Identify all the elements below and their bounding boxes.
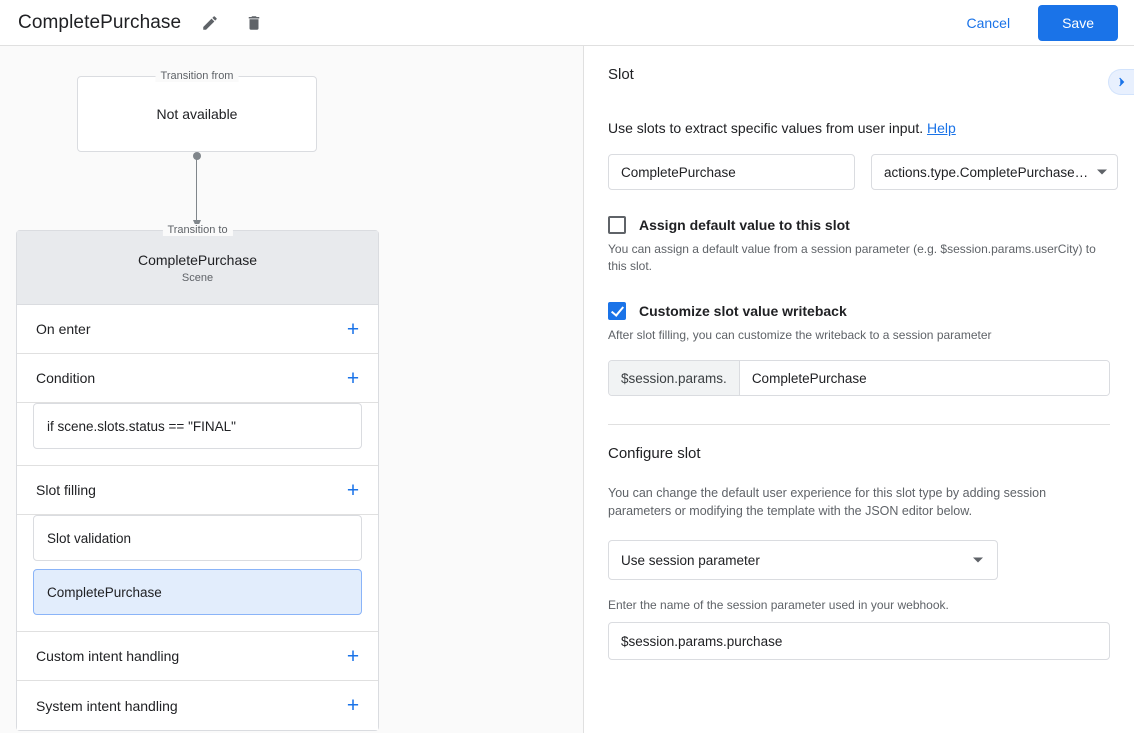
scene-row-slot-filling[interactable]	[17, 466, 378, 515]
slot-detail-pane	[584, 46, 1134, 733]
scene-row-label: On enter	[36, 321, 91, 337]
slot-filling-section-body	[17, 515, 378, 632]
assign-default-label: Assign default value to this slot	[639, 217, 850, 233]
condition-section-body	[17, 403, 378, 466]
session-parameter-hint: Enter the name of the session parameter used in your webhook.	[608, 598, 949, 613]
writeback-label: Customize slot value writeback	[639, 302, 847, 319]
assign-default-checkbox[interactable]	[608, 216, 626, 234]
add-slot-button[interactable]: +	[346, 478, 360, 502]
condition-item[interactable]: if scene.slots.status == "FINAL"	[33, 403, 362, 449]
slot-item-complete-purchase[interactable]: CompletePurchase	[33, 569, 362, 615]
cancel-button[interactable]: Cancel	[952, 7, 1024, 39]
main-body	[0, 46, 1134, 733]
slot-description	[608, 120, 1110, 136]
page-title: CompletePurchase	[18, 11, 182, 33]
slot-section-title: Slot	[608, 66, 634, 83]
add-condition-button[interactable]: +	[346, 366, 360, 390]
chevron-down-icon	[1097, 170, 1107, 175]
scene-row-custom-intent-handling[interactable]	[17, 632, 378, 681]
transition-from-node[interactable]	[77, 70, 317, 152]
transition-from-label: Transition from	[156, 70, 239, 82]
top-bar	[0, 0, 1134, 46]
pencil-icon[interactable]	[195, 8, 225, 38]
scene-header[interactable]	[17, 224, 378, 305]
transition-to-label: Transition to	[162, 224, 232, 236]
scene-type: Scene	[181, 271, 214, 284]
save-button[interactable]: Save	[1038, 5, 1118, 41]
scene-row-on-enter[interactable]	[17, 305, 378, 354]
add-on-enter-button[interactable]: +	[346, 317, 360, 341]
session-parameter-input[interactable]: $session.params.purchase	[608, 622, 1110, 660]
writeback-row[interactable]	[608, 302, 1110, 320]
assign-default-row[interactable]	[608, 216, 1110, 234]
trash-icon[interactable]	[239, 8, 269, 38]
scene-row-label: System intent handling	[36, 697, 178, 714]
configure-slot-description: You can change the default user experience for this slot type by adding session parameters or modifying the template with the JSON editor below.	[608, 486, 1047, 519]
scene-row-label: Condition	[36, 370, 96, 386]
slot-description-text: Use slots to extract specific values from user input.	[608, 120, 924, 136]
scene-row-label: Slot filling	[36, 482, 96, 498]
graph-connector	[196, 152, 198, 230]
help-link[interactable]: Help	[927, 120, 956, 136]
assign-default-description: You can assign a default value from a session parameter (e.g. $session.params.userCity) to this slot.	[608, 242, 1096, 274]
slot-type-select[interactable]	[871, 154, 1118, 190]
slot-section	[584, 46, 1134, 425]
scene-row-condition[interactable]	[17, 354, 378, 403]
scene-name: CompletePurchase	[137, 251, 258, 268]
writeback-field[interactable]	[608, 360, 1110, 396]
connector-line	[196, 156, 197, 222]
session-parameter-select[interactable]	[608, 540, 998, 580]
transition-from-value: Not available	[156, 106, 238, 122]
slot-type-value: actions.type.CompletePurchase…	[884, 164, 1089, 180]
scene-graph-pane	[0, 46, 584, 733]
connector-dot	[193, 152, 201, 160]
session-parameter-select-value: Use session parameter	[621, 552, 760, 568]
writeback-checkbox[interactable]	[608, 302, 626, 320]
scene-row-label: Custom intent handling	[36, 648, 180, 664]
chevron-right-icon[interactable]	[1108, 69, 1134, 95]
scene-card	[16, 224, 379, 731]
slot-validation-item[interactable]: Slot validation	[33, 515, 362, 561]
configure-slot-section	[584, 425, 1134, 660]
slot-fields-row	[608, 154, 1110, 190]
scene-row-system-intent-handling[interactable]	[17, 681, 378, 730]
writeback-description: After slot filling, you can customize the writeback to a session parameter	[608, 327, 992, 342]
slot-name-input[interactable]: CompletePurchase	[608, 154, 855, 190]
configure-slot-title: Configure slot	[608, 445, 701, 463]
chevron-down-icon	[973, 558, 983, 563]
writeback-input[interactable]: CompletePurchase	[740, 361, 1109, 395]
writeback-prefix: $session.params.	[609, 361, 740, 395]
add-custom-intent-button[interactable]: +	[346, 644, 360, 668]
add-system-intent-button[interactable]: +	[346, 694, 360, 717]
